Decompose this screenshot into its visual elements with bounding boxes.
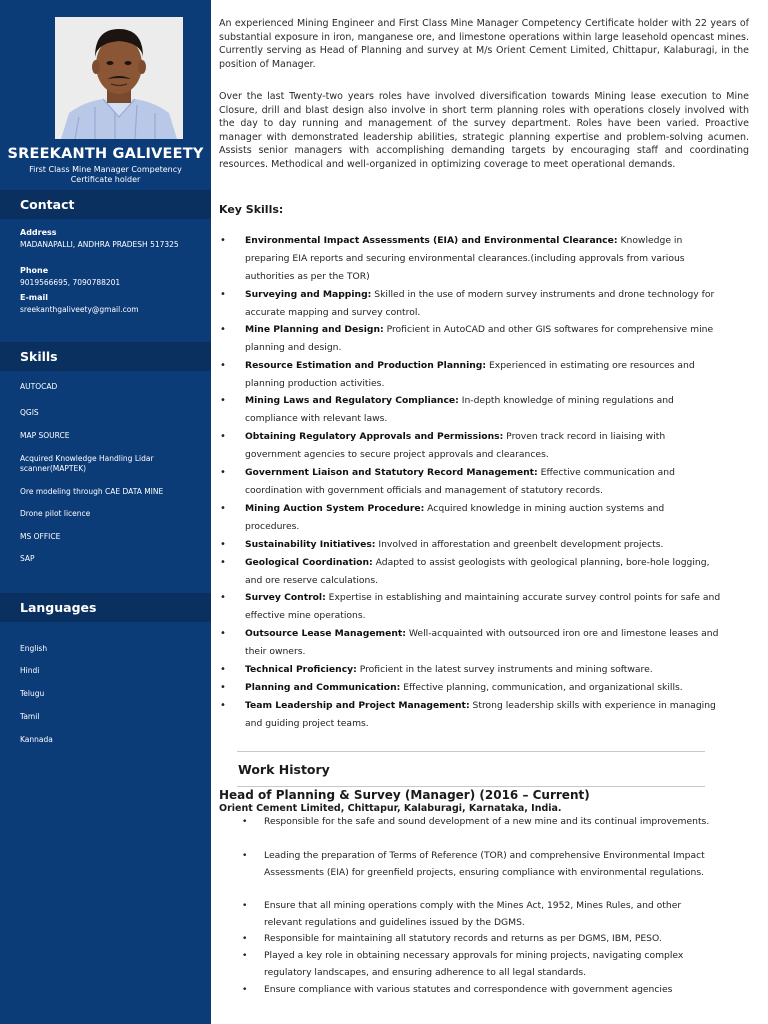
key-skill-item: • Sustainability Initiatives: Involved in afforestation and greenbelt development projects. [245, 536, 721, 554]
profile-name: SREEKANTH GALIVEETY [7, 146, 204, 162]
skill-item: MS OFFICE [20, 532, 61, 541]
duty-item: • Responsible for the safe and sound development of a new mine and its continual improvements. [264, 814, 719, 831]
duty-item: • Ensure compliance with various statutes and correspondence with government agencies [264, 982, 719, 999]
key-skill-item: • Technical Proficiency: Proficient in the latest survey instruments and mining software. [245, 661, 721, 679]
key-skill-item: • Resource Estimation and Production Planning: Experienced in estimating ore resources and planning production activities. [245, 357, 721, 393]
email-label: E-mail [20, 293, 49, 302]
summary-paragraph-1: An experienced Mining Engineer and First Class Mine Manager Competency Certificate holder with 22 years of substantial exposure in iron, manganese ore, and limestone operations within large leasehold opencast mines. Currently serving as Head of Planning and survey at M/s Orient Cement Limited, Chittapur, Kalaburagi, in the position of Manager. [219, 18, 749, 70]
sidebar [0, 0, 211, 1024]
profile-photo [55, 17, 183, 139]
language-item: Kannada [20, 735, 53, 744]
key-skill-item: • Planning and Communication: Effective planning, communication, and organizational skills. [245, 679, 721, 697]
job-title: Head of Planning & Survey (Manager) (2016 – Current) [219, 788, 590, 802]
skills-heading: Skills [0, 342, 211, 371]
key-skill-item: • Mining Auction System Procedure: Acquired knowledge in mining auction systems and procedures. [245, 500, 721, 536]
language-item: Tamil [20, 712, 40, 721]
phone-label: Phone [20, 266, 49, 275]
email-value[interactable]: sreekanthgaliveety@gmail.com [20, 305, 139, 314]
address-value: MADANAPALLI, ANDHRA PRADESH 517325 [20, 240, 179, 249]
skill-item: QGIS [20, 408, 39, 417]
address-label: Address [20, 228, 57, 237]
duty-item: • Responsible for maintaining all statutory records and returns as per DGMS, IBM, PESO. [264, 931, 719, 948]
section-divider [237, 751, 705, 752]
language-item: Hindi [20, 666, 40, 675]
key-skill-item: • Team Leadership and Project Management: Strong leadership skills with experience in managing and guiding project teams. [245, 697, 721, 733]
section-divider [237, 786, 705, 787]
skill-item: SAP [20, 554, 35, 563]
key-skill-item: • Mine Planning and Design: Proficient in AutoCAD and other GIS softwares for comprehensive mine planning and design. [245, 321, 721, 357]
work-history-heading: Work History [238, 762, 330, 777]
language-item: English [20, 644, 48, 653]
phone-value: 9019566695, 7090788201 [20, 278, 121, 287]
duty-item: • Ensure that all mining operations comply with the Mines Act, 1952, Mines Rules, and other relevant regulations and guidelines issued by the DGMS. [264, 898, 719, 931]
key-skill-item: • Obtaining Regulatory Approvals and Permissions: Proven track record in liaising with government agencies to secure project approvals and clearances. [245, 428, 721, 464]
summary-paragraph-2: Over the last Twenty-two years roles have involved diversification towards Mining lease execution to Mine Closure, drill and blast design also involve in short term planning roles with operations closely involved with the day to day running and management of the survey department. Roles have been varied. Proactive manager with demonstrated leadership abilities, strategic planning expertise and problem-solving acumen. Assists senior managers with accomplishing demanding targets by encouraging staff and coordinating resources. Methodical and well-organized in optimizing coverage to meet operational demands. [219, 91, 749, 170]
job-company: Orient Cement Limited, Chittapur, Kalaburagi, Karnataka, India. [219, 803, 562, 814]
key-skill-item: • Surveying and Mapping: Skilled in the use of modern survey instruments and drone technology for accurate mapping and survey control. [245, 286, 721, 322]
key-skill-item: • Outsource Lease Management: Well-acquainted with outsourced iron ore and limestone leases and their owners. [245, 625, 721, 661]
key-skill-item: • Mining Laws and Regulatory Compliance: In-depth knowledge of mining regulations and compliance with relevant laws. [245, 392, 721, 428]
duty-item: • Leading the preparation of Terms of Reference (TOR) and comprehensive Environmental Impact Assessments (EIA) for greenfield projects, ensuring compliance with environmental regulations. [264, 848, 719, 881]
languages-heading: Languages [0, 593, 211, 622]
language-item: Telugu [20, 689, 45, 698]
skill-item: MAP SOURCE [20, 431, 70, 440]
profile-subtitle: First Class Mine Manager Competency Certificate holder [29, 165, 182, 184]
key-skill-item: • Survey Control: Expertise in establishing and maintaining accurate survey control points for safe and effective mine operations. [245, 589, 721, 625]
skill-item: Drone pilot licence [20, 509, 91, 518]
skill-item: AUTOCAD [20, 382, 58, 391]
key-skill-item: • Environmental Impact Assessments (EIA) and Environmental Clearance: Knowledge in preparing EIA reports and securing environmental clearances.(including approvals from various authorities as per the TOR) [245, 232, 721, 286]
contact-heading: Contact [0, 190, 211, 219]
duty-item: • Played a key role in obtaining necessary approvals for mining projects, navigating complex regulatory landscapes, and ensuring adherence to all legal standards. [264, 948, 719, 981]
key-skills-heading: Key Skills: [219, 203, 284, 216]
skill-item: Acquired Knowledge Handling Lidar scanner(MAPTEK) [20, 454, 154, 473]
skill-item: Ore modeling through CAE DATA MINE [20, 487, 164, 496]
key-skill-item: • Government Liaison and Statutory Record Management: Effective communication and coordination with government officials and management of statutory records. [245, 464, 721, 500]
key-skill-item: • Geological Coordination: Adapted to assist geologists with geological planning, bore-hole logging, and ore reserve calculations. [245, 554, 721, 590]
